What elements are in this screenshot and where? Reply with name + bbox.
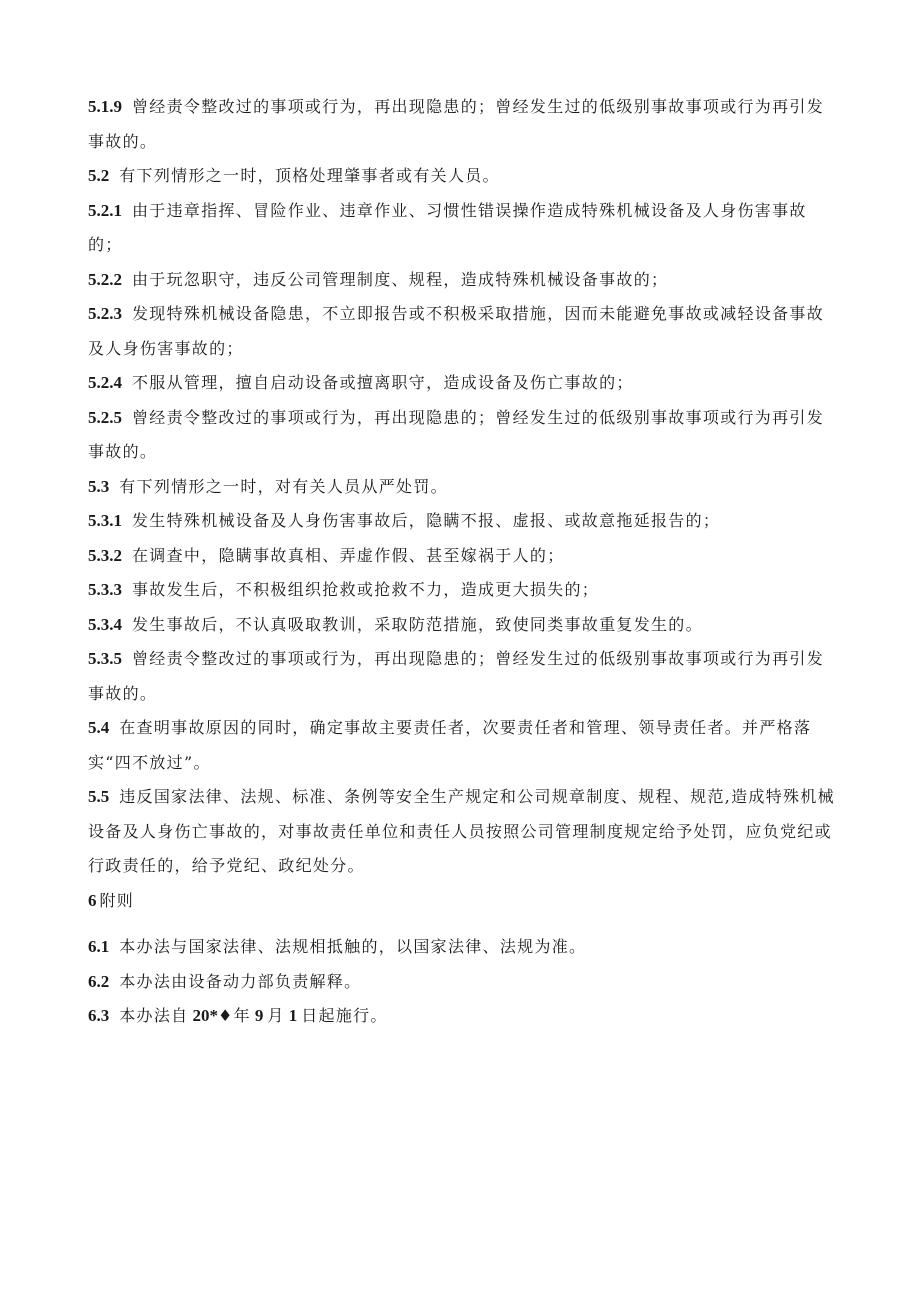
clause-number: 5.3 bbox=[88, 476, 110, 496]
clause-6-3 bbox=[88, 999, 840, 1034]
clause-number: 5.2.2 bbox=[88, 269, 122, 289]
effective-month: 9 bbox=[254, 1006, 264, 1025]
clause-number: 6.1 bbox=[88, 937, 110, 956]
clause-5-3-2 bbox=[88, 539, 840, 574]
clause-text: 不服从管理，擅自启动设备或擅离职守，造成设备及伤亡事故的； bbox=[132, 373, 634, 392]
clause-6-1 bbox=[88, 930, 840, 965]
clause-5-2-3 bbox=[88, 297, 840, 366]
clause-text: 在调查中，隐瞒事故真相、弄虚作假、甚至嫁祸于人的； bbox=[132, 545, 565, 565]
effective-year-suffix: 年 bbox=[233, 1006, 251, 1025]
clause-number: 6.2 bbox=[88, 971, 110, 991]
effective-year: 20* bbox=[192, 1006, 218, 1025]
clause-number: 5.3.3 bbox=[88, 580, 122, 599]
clause-5-2-2 bbox=[88, 263, 840, 298]
clause-number: 5.3.2 bbox=[88, 545, 122, 565]
clause-number: 5.2.4 bbox=[88, 373, 122, 392]
clause-number: 5.2.3 bbox=[88, 304, 122, 323]
clause-text: 有下列情形之一时，对有关人员从严处罚。 bbox=[119, 476, 448, 496]
chapter-title: 附则 bbox=[99, 890, 135, 910]
clause-5-3-5 bbox=[88, 642, 840, 711]
clause-number: 5.2.1 bbox=[88, 200, 122, 220]
effective-suffix: 日起施行。 bbox=[301, 1006, 388, 1025]
clause-text: 本办法由设备动力部负责解释。 bbox=[119, 971, 362, 991]
clause-number: 5.2.5 bbox=[88, 407, 122, 427]
effective-prefix: 本办法自 bbox=[119, 1006, 189, 1025]
clause-number: 5.4 bbox=[88, 718, 110, 737]
document-page bbox=[88, 90, 840, 1034]
effective-day: 1 bbox=[288, 1006, 298, 1025]
chapter-heading bbox=[88, 884, 840, 919]
chapter-number: 6 bbox=[88, 890, 97, 910]
clause-5-4 bbox=[88, 711, 840, 780]
clause-text: 曾经责令整改过的事项或行为，再出现隐患的；曾经发生过的低级别事故事项或行为再引发事故的。 bbox=[88, 97, 825, 151]
effective-mark: ♦ bbox=[217, 1006, 234, 1025]
clause-number: 5.3.1 bbox=[88, 511, 122, 530]
clause-number: 5.5 bbox=[88, 787, 110, 806]
clause-text: 在查明事故原因的同时，确定事故主要责任者，次要责任者和管理、领导责任者。并严格落实“四不放过”。 bbox=[88, 718, 812, 772]
clause-5-2-1 bbox=[88, 194, 840, 263]
clause-number: 5.2 bbox=[88, 166, 110, 185]
clause-5-2-5 bbox=[88, 401, 840, 470]
clause-5-1-9 bbox=[88, 90, 840, 159]
clause-text: 事故发生后，不积极组织抢救或抢救不力，造成更大损失的； bbox=[132, 580, 600, 599]
clause-text: 由于玩忽职守，违反公司管理制度、规程，造成特殊机械设备事故的； bbox=[132, 269, 669, 289]
clause-5-3 bbox=[88, 470, 840, 505]
clause-number: 5.3.4 bbox=[88, 614, 122, 634]
clause-number: 6.3 bbox=[88, 1006, 110, 1025]
clause-number: 5.3.5 bbox=[88, 649, 122, 668]
clause-5-2 bbox=[88, 159, 840, 194]
clause-text: 曾经责令整改过的事项或行为，再出现隐患的；曾经发生过的低级别事故事项或行为再引发事故的。 bbox=[88, 407, 825, 461]
clause-text: 发现特殊机械设备隐患，不立即报告或不积极采取措施，因而未能避免事故或减轻设备事故及人身伤害事故的； bbox=[88, 304, 825, 358]
clause-text: 违反国家法律、法规、标准、条例等安全生产规定和公司规章制度、规程、规范,造成特殊机械设备及人身伤亡事故的，对事故责任单位和责任人员按照公司管理制度规定给予处罚，应负党纪或行政责任的，给予党纪、政纪处分。 bbox=[88, 787, 835, 875]
effective-month-suffix: 月 bbox=[267, 1006, 285, 1025]
clause-5-2-4 bbox=[88, 366, 840, 401]
clause-text: 有下列情形之一时，顶格处理肇事者或有关人员。 bbox=[119, 166, 500, 185]
clause-text: 本办法与国家法律、法规相抵触的，以国家法律、法规为准。 bbox=[119, 937, 587, 956]
clause-number: 5.1.9 bbox=[88, 97, 122, 116]
clause-6-2 bbox=[88, 965, 840, 1000]
clause-5-5 bbox=[88, 780, 840, 884]
clause-text: 发生事故后，不认真吸取教训，采取防范措施，致使同类事故重复发生的。 bbox=[132, 614, 703, 634]
clause-5-3-1 bbox=[88, 504, 840, 539]
clause-5-3-4 bbox=[88, 608, 840, 643]
clause-text: 由于违章指挥、冒险作业、违章作业、习惯性错误操作造成特殊机械设备及人身伤害事故的； bbox=[88, 200, 807, 254]
clause-5-3-3 bbox=[88, 573, 840, 608]
clause-text: 曾经责令整改过的事项或行为，再出现隐患的；曾经发生过的低级别事故事项或行为再引发事故的。 bbox=[88, 649, 825, 703]
clause-text: 发生特殊机械设备及人身伤害事故后，隐瞒不报、虚报、或故意拖延报告的； bbox=[132, 511, 721, 530]
